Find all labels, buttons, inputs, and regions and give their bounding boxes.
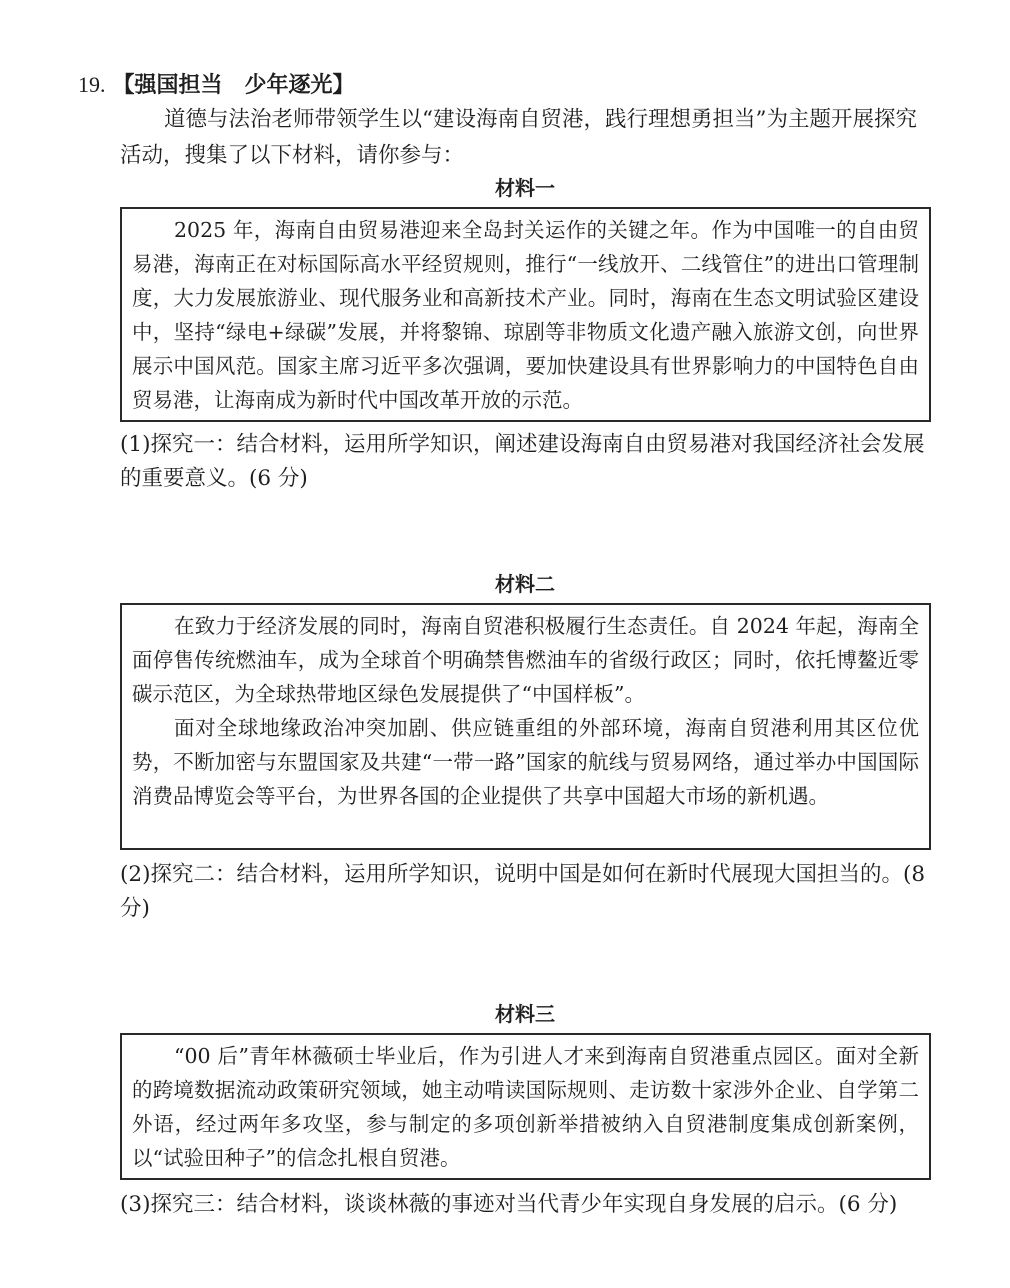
material1-box [120,207,931,422]
material2-paragraph-2: 面对全球地缘政治冲突加剧、供应链重组的外部环境，海南自贸港利用其区位优势，不断加密与东盟国家及共建“一带一路”国家的航线与贸易网络，通过举办中国国际消费品博览会等平台，为世界各国的企业提供了共享中国超大市场的新机遇。 [132,716,919,808]
material2-paragraph-1: 在致力于经济发展的同时，海南自贸港积极履行生态责任。自 2024 年起，海南全面停售传统燃油车，成为全球首个明确禁售燃油车的省级行政区；同时，依托博鳌近零碳示范区，为全球热带地区绿色发展提供了“中国样板”。 [132,614,919,706]
material1-title: 材料一 [495,176,555,200]
question-intro: 道德与法治老师带领学生以“建设海南自贸港，践行理想勇担当”为主题开展探究活动，搜集了以下材料，请你参与： [120,107,917,168]
material1-paragraph: 2025 年，海南自由贸易港迎来全岛封关运作的关键之年。作为中国唯一的自由贸易港，海南正在对标国际高水平经贸规则，推行“一线放开、二线管住”的进出口管理制度，大力发展旅游业、现代服务业和高新技术产业。同时，海南在生态文明试验区建设中，坚持“绿电+绿碳”发展，并将黎锦、琼剧等非物质文化遗产融入旅游文创，向世界展示中国风范。国家主席习近平多次强调，要加快建设具有世界影响力的中国特色自由贸易港，让海南成为新时代中国改革开放的示范。 [132,218,919,412]
material2-title: 材料二 [495,572,555,596]
material3-box [120,1033,931,1180]
material2-box [120,603,931,850]
question-number: 19. [78,72,106,97]
task1: (1)探究一：结合材料，运用所学知识，阐述建设海南自由贸易港对我国经济社会发展的重要意义。(6 分) [120,432,925,491]
question-heading: 【强国担当 少年逐光】 [112,73,355,98]
material3-title: 材料三 [495,1002,555,1026]
task3: (3)探究三：结合材料，谈谈林薇的事迹对当代青少年实现自身发展的启示。(6 分) [120,1192,898,1217]
task2: (2)探究二：结合材料，运用所学知识，说明中国是如何在新时代展现大国担当的。(8 分) [120,862,926,921]
question-header [78,70,355,101]
material3-paragraph: “00 后”青年林薇硕士毕业后，作为引进人才来到海南自贸港重点园区。面对全新的跨境数据流动政策研究领域，她主动啃读国际规则、走访数十家涉外企业、自学第二外语，经过两年多攻坚，参与制定的多项创新举措被纳入自贸港制度集成创新案例，以“试验田种子”的信念扎根自贸港。 [132,1044,919,1170]
